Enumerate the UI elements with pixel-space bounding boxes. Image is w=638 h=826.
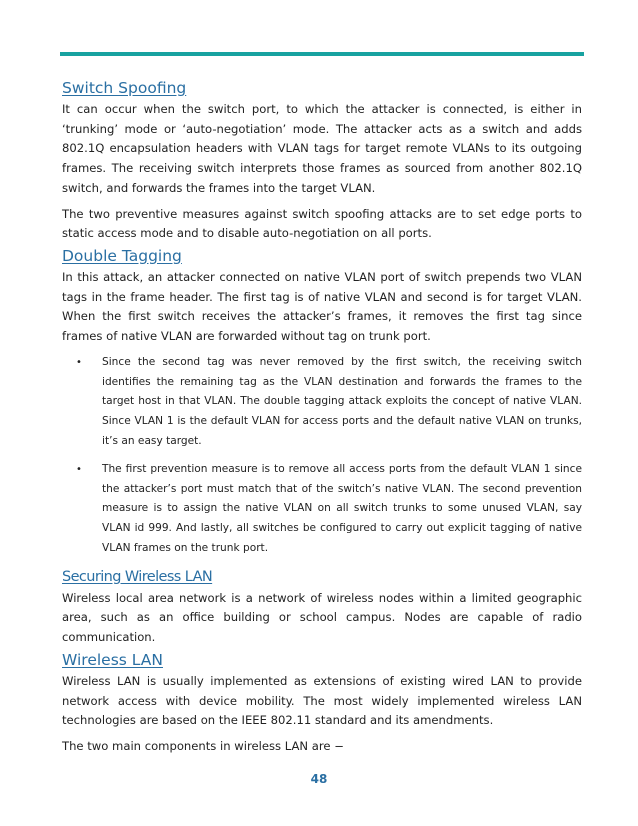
list-item-text: Since the second tag was never removed by the first switch, the receiving switch identifies the remaining tag as the VLAN destination and forwards the frames to the target host in that VLAN. The double tagging attack exploits the concept of native VLAN. Since VLAN 1 is the default VLAN for access ports and the default native VLAN on trunks, it’s an easy target. [102, 355, 582, 447]
top-accent-rule [60, 52, 584, 56]
bullet-icon: • [76, 463, 82, 475]
paragraph: It can occur when the switch port, to which the attacker is connected, is either in ‘trunking’ mode or ‘auto-negotiation’ mode. The attacker acts as a switch and adds 802.1Q encapsulation headers with VLAN tags for target remote VLANs to its outgoing frames. The receiving switch interprets those frames as sourced from another 802.1Q switch, and forwards the frames into the target VLAN. [62, 102, 582, 195]
heading-switch-spoofing: Switch Spoofing [62, 79, 187, 97]
section-securing-wireless-lan [62, 567, 582, 648]
bullet-list [62, 353, 582, 559]
paragraph: In this attack, an attacker connected on native VLAN port of switch prepends two VLAN tags in the frame header. The first tag is of native VLAN and second is for target VLAN. When the first switch receives the attacker’s frames, it removes the first tag since frames of native VLAN are forwarded without tag on trunk port. [62, 269, 582, 344]
section-wireless-lan [62, 650, 582, 757]
list-item [76, 353, 582, 452]
document-body [62, 78, 582, 759]
section-switch-spoofing [62, 78, 582, 244]
paragraph: Wireless LAN is usually implemented as extensions of existing wired LAN to provide network access with device mobility. The most widely implemented wireless LAN technologies are based on the IEEE 802.11 standard and its amendments. [62, 673, 582, 728]
heading-double-tagging: Double Tagging [62, 246, 182, 265]
list-item-text: The first prevention measure is to remove all access ports from the default VLAN 1 since the attacker’s port must match that of the switch’s native VLAN. The second prevention measure is to assign the native VLAN on all switch trunks to some unused VLAN, say VLAN id 999. And lastly, all switches be configured to carry out explicit tagging of native VLAN frames on the trunk port. [102, 462, 582, 554]
heading-securing-wireless-lan: Securing Wireless LAN [62, 568, 213, 585]
paragraph: Wireless local area network is a network of wireless nodes within a limited geographic area, such as an office building or school campus. Nodes are capable of radio communication. [62, 590, 582, 645]
list-item [76, 460, 582, 559]
paragraph: The two main components in wireless LAN are − [62, 738, 344, 753]
heading-wireless-lan: Wireless LAN [62, 650, 163, 669]
page-number: 48 [310, 772, 328, 786]
section-double-tagging [62, 246, 582, 559]
paragraph: The two preventive measures against switch spoofing attacks are to set edge ports to static access mode and to disable auto-negotiation on all ports. [62, 206, 582, 241]
bullet-icon: • [76, 356, 82, 368]
